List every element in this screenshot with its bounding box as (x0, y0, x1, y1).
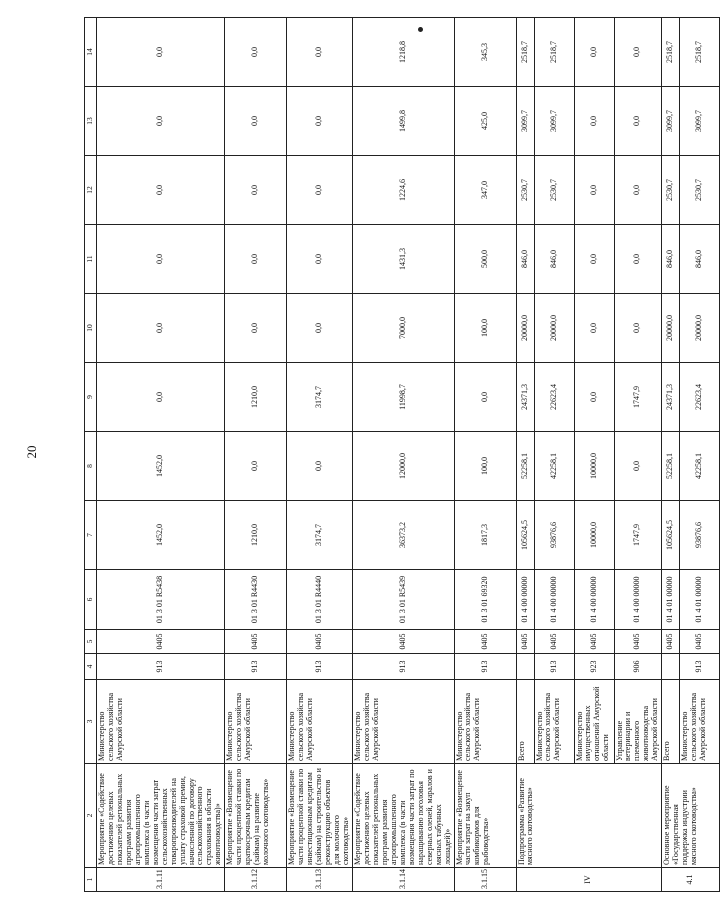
header-column-number: 13 (85, 87, 97, 156)
target-article-code: 01 4 00 00000 (516, 570, 534, 630)
target-article-code: 01 3 01 R4430 (225, 570, 287, 630)
funding-value: 500,0 (454, 225, 516, 294)
funding-value: 3099,7 (534, 87, 574, 156)
funding-value: 93876,6 (534, 501, 574, 570)
funding-value: 20000,0 (680, 294, 720, 363)
header-column-number: 11 (85, 225, 97, 294)
program-item-name: Мероприятие «Содействие достижению целевых показателей региональных программ развития агропромышленного комплекса (в части возмещения части затрат сельскохозяйственных товаропроизводителей на уплату страховой премии, начисленной по договору сельскохозяйственного страхования в области животноводства)» (97, 764, 225, 868)
funding-value: 2518,7 (516, 18, 534, 87)
table-row (353, 18, 454, 892)
header-column-number: 10 (85, 294, 97, 363)
program-item-name: Подпрограмма «Развитие мясного скотоводства» (516, 764, 662, 868)
header-column-number: 14 (85, 18, 97, 87)
funding-value: 0,0 (97, 18, 225, 87)
funding-value: 100,0 (454, 432, 516, 501)
funding-value: 0,0 (614, 18, 662, 87)
row-index: 4.1 (662, 868, 720, 892)
funding-value: 0,0 (614, 432, 662, 501)
table-row (454, 18, 516, 892)
row-index: 3.1.14 (353, 868, 454, 892)
funding-value: 1747,9 (614, 501, 662, 570)
funding-value: 1224,6 (353, 156, 454, 225)
funding-value: 52258,1 (662, 432, 680, 501)
funding-value: 1499,8 (353, 87, 454, 156)
executor: Министерство имущественных отношений Амурской области (574, 680, 614, 764)
grbs-code (662, 654, 680, 680)
funding-value: 11998,7 (353, 363, 454, 432)
funding-value: 3099,7 (516, 87, 534, 156)
row-index: IV (516, 868, 662, 892)
funding-value: 100,0 (454, 294, 516, 363)
table-row (225, 18, 287, 892)
funding-value: 846,0 (516, 225, 534, 294)
funding-value: 2530,7 (534, 156, 574, 225)
funding-value: 7000,0 (353, 294, 454, 363)
grbs-code: 913 (534, 654, 574, 680)
funding-value: 2530,7 (516, 156, 534, 225)
funding-value: 1210,0 (225, 363, 287, 432)
funding-value: 0,0 (574, 294, 614, 363)
section-code: 0405 (662, 630, 680, 654)
funding-value: 36373,2 (353, 501, 454, 570)
section-code: 0405 (614, 630, 662, 654)
funding-value: 0,0 (574, 87, 614, 156)
section-code: 0405 (574, 630, 614, 654)
section-code: 0405 (680, 630, 720, 654)
funding-value: 105624,5 (662, 501, 680, 570)
funding-value: 0,0 (97, 156, 225, 225)
row-index: 3.1.12 (225, 868, 287, 892)
funding-value: 105624,5 (516, 501, 534, 570)
executor: Всего (662, 680, 680, 764)
funding-value: 20000,0 (662, 294, 680, 363)
table-row (662, 18, 680, 892)
funding-value: 0,0 (225, 156, 287, 225)
executor: Всего (516, 680, 534, 764)
header-column-number: 12 (85, 156, 97, 225)
executor: Министерство сельского хозяйства Амурской области (353, 680, 454, 764)
header-column-number: 5 (85, 630, 97, 654)
grbs-code (516, 654, 534, 680)
funding-value: 846,0 (680, 225, 720, 294)
table-row (516, 18, 534, 892)
section-code: 0405 (97, 630, 225, 654)
budget-table-rotated (84, 22, 708, 892)
funding-value: 1431,3 (353, 225, 454, 294)
section-code: 0405 (225, 630, 287, 654)
funding-value: 12000,0 (353, 432, 454, 501)
funding-value: 42258,1 (680, 432, 720, 501)
header-column-number: 7 (85, 501, 97, 570)
executor: Министерство сельского хозяйства Амурской области (287, 680, 353, 764)
program-item-name: Мероприятие «Возмещение части затрат на закуп комбикормов для рыбоводства» (454, 764, 516, 868)
target-article-code: 01 4 00 00000 (574, 570, 614, 630)
funding-value: 1218,8 (353, 18, 454, 87)
table-row (287, 18, 353, 892)
funding-value: 20000,0 (516, 294, 534, 363)
grbs-code: 913 (454, 654, 516, 680)
funding-value: 1747,9 (614, 363, 662, 432)
page-number: 20 (24, 445, 39, 459)
executor: Министерство сельского хозяйства Амурской области (225, 680, 287, 764)
funding-value: 3099,7 (680, 87, 720, 156)
program-item-name: Мероприятие «Содействие достижению целевых показателей региональных программ развития агропромышленного комплекса (в части возмещения части затрат по наращиванию поголовья северных оленей, маралов и мясных табунных лошадей)» (353, 764, 454, 868)
grbs-code: 913 (225, 654, 287, 680)
section-code: 0405 (534, 630, 574, 654)
funding-value: 1452,0 (97, 432, 225, 501)
funding-value: 0,0 (97, 87, 225, 156)
target-article-code: 01 3 01 R5438 (97, 570, 225, 630)
header-column-number: 4 (85, 654, 97, 680)
funding-value: 0,0 (225, 87, 287, 156)
section-code: 0405 (353, 630, 454, 654)
funding-value: 0,0 (287, 294, 353, 363)
budget-table (84, 17, 720, 892)
funding-value: 0,0 (574, 225, 614, 294)
funding-value: 425,0 (454, 87, 516, 156)
header-number-row (85, 18, 97, 892)
funding-value: 0,0 (97, 294, 225, 363)
funding-value: 2518,7 (662, 18, 680, 87)
section-code: 0405 (516, 630, 534, 654)
row-index: 3.1.11 (97, 868, 225, 892)
funding-value: 0,0 (287, 225, 353, 294)
section-code: 0405 (287, 630, 353, 654)
program-item-name: Мероприятие «Возмещение части процентной ставки по инвестиционным кредитам (займам) на строительство и реконструкцию объектов для молочного скотоводства» (287, 764, 353, 868)
funding-value: 1817,3 (454, 501, 516, 570)
program-item-name: Основное мероприятие «Государственная поддержка индустрии мясного скотоводства» (662, 764, 720, 868)
target-article-code: 01 3 01 R5439 (353, 570, 454, 630)
funding-value: 0,0 (97, 225, 225, 294)
funding-value: 3174,7 (287, 363, 353, 432)
funding-value: 2530,7 (662, 156, 680, 225)
funding-value: 0,0 (97, 363, 225, 432)
funding-value: 10000,0 (574, 501, 614, 570)
program-item-name: Мероприятие «Возмещение части процентной ставки по краткосрочным кредитам (займам) на развитие молочного скотоводства» (225, 764, 287, 868)
funding-value: 0,0 (614, 294, 662, 363)
funding-value: 2518,7 (534, 18, 574, 87)
funding-value: 52258,1 (516, 432, 534, 501)
grbs-code: 906 (614, 654, 662, 680)
row-index: 3.1.15 (454, 868, 516, 892)
funding-value: 22623,4 (680, 363, 720, 432)
funding-value: 0,0 (225, 432, 287, 501)
funding-value: 0,0 (225, 294, 287, 363)
funding-value: 3099,7 (662, 87, 680, 156)
funding-value: 0,0 (614, 225, 662, 294)
funding-value: 0,0 (287, 156, 353, 225)
header-column-number: 8 (85, 432, 97, 501)
funding-value: 93876,6 (680, 501, 720, 570)
funding-value: 846,0 (662, 225, 680, 294)
header-column-number: 1 (85, 868, 97, 892)
target-article-code: 01 4 01 00000 (680, 570, 720, 630)
funding-value: 345,3 (454, 18, 516, 87)
funding-value: 10000,0 (574, 432, 614, 501)
table-row (680, 18, 720, 892)
table-row (97, 18, 225, 892)
funding-value: 846,0 (534, 225, 574, 294)
funding-value: 347,0 (454, 156, 516, 225)
header-column-number: 3 (85, 680, 97, 764)
funding-value: 42258,1 (534, 432, 574, 501)
funding-value: 0,0 (574, 363, 614, 432)
funding-value: 1452,0 (97, 501, 225, 570)
executor: Управление ветеринарии и племенного животноводства Амурской области (614, 680, 662, 764)
funding-value: 3174,7 (287, 501, 353, 570)
funding-value: 0,0 (287, 87, 353, 156)
target-article-code: 01 4 00 00000 (614, 570, 662, 630)
funding-value: 0,0 (287, 18, 353, 87)
funding-value: 20000,0 (534, 294, 574, 363)
funding-value: 1210,0 (225, 501, 287, 570)
table-body (97, 18, 720, 892)
grbs-code: 913 (680, 654, 720, 680)
funding-value: 22623,4 (534, 363, 574, 432)
table-row (534, 18, 574, 892)
funding-value: 0,0 (225, 18, 287, 87)
funding-value: 2518,7 (680, 18, 720, 87)
funding-value: 24371,3 (662, 363, 680, 432)
executor: Министерство сельского хозяйства Амурской области (97, 680, 225, 764)
executor: Министерство сельского хозяйства Амурской области (534, 680, 574, 764)
funding-value: 2530,7 (680, 156, 720, 225)
executor: Министерство сельского хозяйства Амурской области (454, 680, 516, 764)
target-article-code: 01 3 01 69320 (454, 570, 516, 630)
grbs-code: 913 (97, 654, 225, 680)
funding-value: 0,0 (614, 87, 662, 156)
executor: Министерство сельского хозяйства Амурской области (680, 680, 720, 764)
header-column-number: 2 (85, 764, 97, 868)
header-column-number: 6 (85, 570, 97, 630)
funding-value: 0,0 (574, 156, 614, 225)
funding-value: 0,0 (225, 225, 287, 294)
section-code: 0405 (454, 630, 516, 654)
grbs-code: 913 (353, 654, 454, 680)
table-row (574, 18, 614, 892)
header-column-number: 9 (85, 363, 97, 432)
funding-value: 0,0 (614, 156, 662, 225)
target-article-code: 01 4 00 00000 (534, 570, 574, 630)
funding-value: 0,0 (454, 363, 516, 432)
row-index: 3.1.13 (287, 868, 353, 892)
funding-value: 24371,3 (516, 363, 534, 432)
grbs-code: 913 (287, 654, 353, 680)
target-article-code: 01 4 01 00000 (662, 570, 680, 630)
grbs-code: 923 (574, 654, 614, 680)
funding-value: 0,0 (287, 432, 353, 501)
target-article-code: 01 3 01 R4440 (287, 570, 353, 630)
funding-value: 0,0 (574, 18, 614, 87)
table-row (614, 18, 662, 892)
